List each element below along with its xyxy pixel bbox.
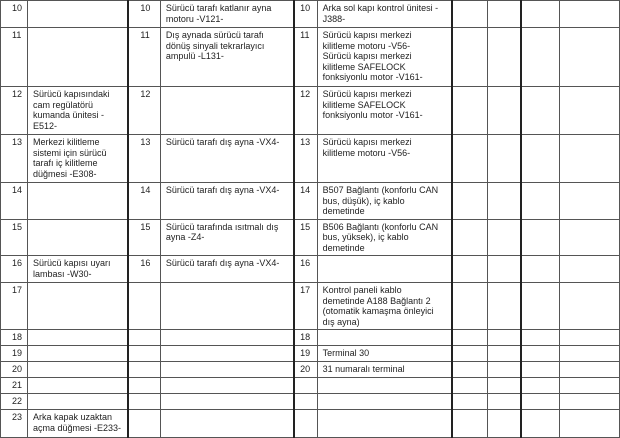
empty-cell [488, 330, 521, 346]
empty-cell [521, 362, 560, 378]
component-cell [317, 256, 452, 283]
empty-cell [452, 378, 488, 394]
pin-number-cell: 16 [294, 256, 317, 283]
empty-cell [521, 135, 560, 183]
pin-number-cell: 18 [294, 330, 317, 346]
empty-cell [488, 28, 521, 87]
empty-cell [488, 1, 521, 28]
empty-cell [560, 219, 620, 256]
empty-cell [521, 410, 560, 438]
empty-cell [452, 219, 488, 256]
empty-cell [560, 87, 620, 135]
pin-number-cell: 20 [294, 362, 317, 378]
empty-cell [452, 394, 488, 410]
component-cell [317, 410, 452, 438]
pin-number-cell [128, 346, 160, 362]
pin-number-cell: 13 [128, 135, 160, 183]
pin-number-cell [128, 394, 160, 410]
empty-cell [488, 256, 521, 283]
empty-cell [521, 183, 560, 220]
component-cell [160, 410, 294, 438]
table-row [1, 28, 620, 87]
component-cell: Sürücü kapısı merkezi kilitleme motoru -V56- Sürücü kapısı merkezi kilitleme SAFELOCK fonksiyonlu motor -V161- [317, 28, 452, 87]
pin-number-cell [294, 410, 317, 438]
empty-cell [560, 283, 620, 330]
pin-number-cell [128, 283, 160, 330]
empty-cell [488, 283, 521, 330]
pin-number-cell: 19 [294, 346, 317, 362]
table-row [1, 135, 620, 183]
empty-cell [452, 1, 488, 28]
empty-cell [560, 394, 620, 410]
table-row [1, 346, 620, 362]
component-cell [28, 394, 129, 410]
table-row [1, 362, 620, 378]
component-cell: B506 Bağlantı (konforlu CAN bus, yüksek), iç kablo demetinde [317, 219, 452, 256]
pin-number-cell: 14 [294, 183, 317, 220]
pin-number-cell: 11 [128, 28, 160, 87]
component-cell [160, 346, 294, 362]
pin-number-cell: 10 [128, 1, 160, 28]
component-cell: Sürücü kapısındaki cam regülatörü kumanda ünitesi -E512- [28, 87, 129, 135]
pin-number-cell: 16 [1, 256, 28, 283]
pin-number-cell: 14 [128, 183, 160, 220]
empty-cell [488, 87, 521, 135]
component-cell [28, 330, 129, 346]
empty-cell [521, 28, 560, 87]
component-cell: Sürücü tarafı dış ayna -VX4- [160, 135, 294, 183]
table-row [1, 256, 620, 283]
component-cell: Terminal 30 [317, 346, 452, 362]
empty-cell [452, 183, 488, 220]
empty-cell [452, 346, 488, 362]
table-row [1, 219, 620, 256]
component-cell: Arka kapak uzaktan açma düğmesi -E233- [28, 410, 129, 438]
component-cell: Sürücü tarafı dış ayna -VX4- [160, 256, 294, 283]
component-cell [28, 346, 129, 362]
pin-number-cell: 10 [294, 1, 317, 28]
empty-cell [452, 87, 488, 135]
empty-cell [452, 135, 488, 183]
empty-cell [488, 362, 521, 378]
pin-number-cell: 17 [294, 283, 317, 330]
component-cell: Arka sol kapı kontrol ünitesi -J388- [317, 1, 452, 28]
component-cell: Kontrol paneli kablo demetinde A188 Bağlantı 2 (otomatik kamaşma önleyici dış ayna) [317, 283, 452, 330]
empty-cell [560, 256, 620, 283]
empty-cell [488, 219, 521, 256]
pin-number-cell: 12 [1, 87, 28, 135]
empty-cell [560, 1, 620, 28]
component-cell [28, 28, 129, 87]
component-cell [28, 183, 129, 220]
table-row [1, 87, 620, 135]
empty-cell [560, 378, 620, 394]
empty-cell [521, 256, 560, 283]
component-cell [160, 283, 294, 330]
pin-number-cell: 21 [1, 378, 28, 394]
pin-number-cell: 13 [294, 135, 317, 183]
pin-number-cell: 22 [1, 394, 28, 410]
pin-number-cell: 14 [1, 183, 28, 220]
component-cell [28, 219, 129, 256]
component-cell [317, 378, 452, 394]
pin-number-cell: 11 [294, 28, 317, 87]
empty-cell [521, 283, 560, 330]
component-cell: 31 numaralı terminal [317, 362, 452, 378]
component-cell [317, 330, 452, 346]
pin-number-cell: 23 [1, 410, 28, 438]
component-cell: Sürücü tarafı dış ayna -VX4- [160, 183, 294, 220]
empty-cell [521, 1, 560, 28]
empty-cell [488, 183, 521, 220]
pin-number-cell: 18 [1, 330, 28, 346]
empty-cell [560, 362, 620, 378]
empty-cell [488, 346, 521, 362]
empty-cell [452, 410, 488, 438]
empty-cell [452, 256, 488, 283]
component-cell: Sürücü kapısı merkezi kilitleme motoru -V56- [317, 135, 452, 183]
pin-number-cell [128, 362, 160, 378]
empty-cell [560, 183, 620, 220]
table-row [1, 410, 620, 438]
empty-cell [488, 135, 521, 183]
pin-number-cell [128, 330, 160, 346]
component-cell [160, 394, 294, 410]
table-row [1, 1, 620, 28]
empty-cell [521, 378, 560, 394]
component-cell: Sürücü tarafında ısıtmalı dış ayna -Z4- [160, 219, 294, 256]
empty-cell [488, 378, 521, 394]
component-cell [28, 1, 129, 28]
component-cell: Sürücü tarafı katlanır ayna motoru -V121- [160, 1, 294, 28]
table-row [1, 283, 620, 330]
empty-cell [452, 28, 488, 87]
pin-number-cell: 13 [1, 135, 28, 183]
pin-number-cell: 19 [1, 346, 28, 362]
empty-cell [452, 283, 488, 330]
pin-number-cell: 17 [1, 283, 28, 330]
pin-number-cell: 15 [1, 219, 28, 256]
empty-cell [521, 330, 560, 346]
pin-number-cell: 15 [128, 219, 160, 256]
table-row [1, 394, 620, 410]
empty-cell [488, 410, 521, 438]
component-cell [160, 378, 294, 394]
component-cell: Sürücü kapısı merkezi kilitleme SAFELOCK fonksiyonlu motor -V161- [317, 87, 452, 135]
pin-number-cell [128, 378, 160, 394]
pin-number-cell: 16 [128, 256, 160, 283]
empty-cell [521, 87, 560, 135]
pin-number-cell: 20 [1, 362, 28, 378]
component-cell [28, 378, 129, 394]
component-cell [317, 394, 452, 410]
table-row [1, 330, 620, 346]
component-cell [28, 362, 129, 378]
pin-number-cell: 11 [1, 28, 28, 87]
component-cell [160, 87, 294, 135]
empty-cell [521, 346, 560, 362]
pin-number-cell: 12 [128, 87, 160, 135]
empty-cell [560, 346, 620, 362]
pin-number-cell [294, 378, 317, 394]
empty-cell [560, 410, 620, 438]
empty-cell [560, 330, 620, 346]
component-cell [160, 330, 294, 346]
empty-cell [488, 394, 521, 410]
pin-number-cell: 15 [294, 219, 317, 256]
component-cell: Sürücü kapısı uyarı lambası -W30- [28, 256, 129, 283]
table-row [1, 183, 620, 220]
empty-cell [560, 135, 620, 183]
table-row [1, 378, 620, 394]
pin-number-cell: 12 [294, 87, 317, 135]
component-cell [28, 283, 129, 330]
empty-cell [452, 362, 488, 378]
component-cell: B507 Bağlantı (konforlu CAN bus, düşük), iç kablo demetinde [317, 183, 452, 220]
component-cell [160, 362, 294, 378]
empty-cell [560, 28, 620, 87]
empty-cell [521, 219, 560, 256]
component-cell: Merkezi kilitleme sistemi için sürücü tarafı iç kilitleme düğmesi -E308- [28, 135, 129, 183]
pin-number-cell [294, 394, 317, 410]
empty-cell [521, 394, 560, 410]
pin-number-cell: 10 [1, 1, 28, 28]
empty-cell [452, 330, 488, 346]
component-cell: Dış aynada sürücü tarafı dönüş sinyali tekrarlayıcı ampulü -L131- [160, 28, 294, 87]
pin-number-cell [128, 410, 160, 438]
